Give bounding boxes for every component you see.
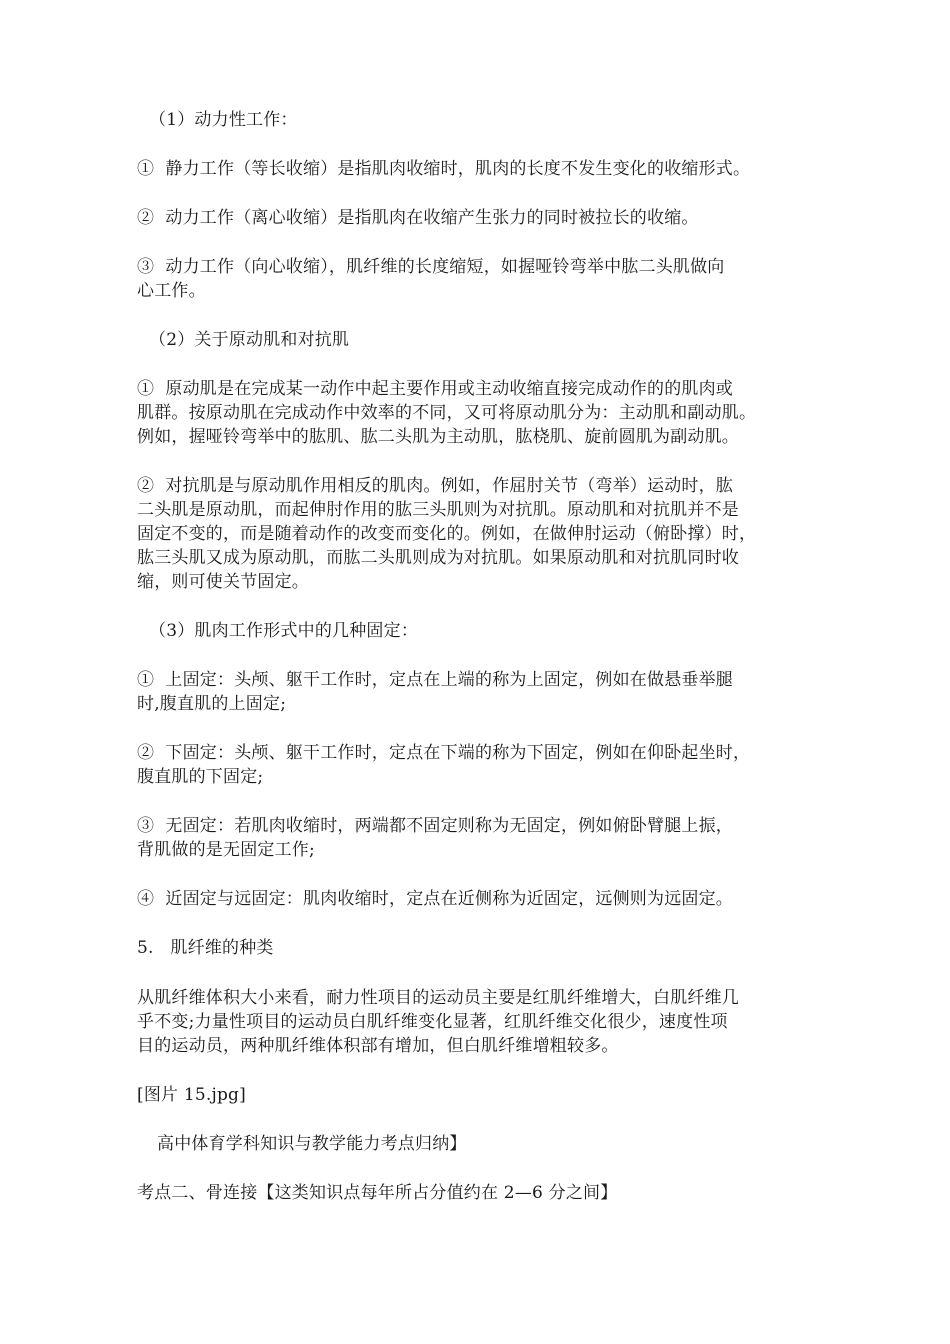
paragraph-muscle-fiber-volume: 从肌纤维体积大小来看，耐力性项目的运动员主要是红肌纤维增大，白肌纤维几 乎不变;力量性项目的运动员白肌纤维变化显著，红肌纤维交化很少，速度性项 目的运动员，两种肌纤维体积部有增加，但白肌纤维增粗较多。 xyxy=(137,988,739,1056)
list-item-antagonist: ② 对抗肌是与原动肌作用相反的肌肉。例如，作屈肘关节（弯举）运动时，肱 二头肌是原动肌，而起伸肘作用的肱三头肌则为对抗肌。原动肌和对抗肌并不是 固定不变的，而是随着动作的改变而变化的。例如，在做伸肘运动（俯卧撑）时， 肱三头肌又成为原动肌，而肱二头肌则成为对抗肌。如果原动肌和对抗肌同时收 缩，则可使关节固定。 xyxy=(137,476,757,592)
section-heading-bone-joints: 考点二、骨连接【这类知识点每年所占分值约在 2—6 分之间】 xyxy=(137,1183,618,1203)
section-heading-agonist-antagonist: （2）关于原动肌和对抗肌 xyxy=(149,330,350,350)
section-heading-dynamic-work: （1）动力性工作： xyxy=(149,110,298,130)
list-item-no-fixation: ③ 无固定：若肌肉收缩时，两端都不固定则称为无固定，例如俯卧臂腿上振， 背肌做的是无固定工作; xyxy=(137,816,734,860)
list-item-static-work: ① 静力工作（等长收缩）是指肌肉收缩时，肌肉的长度不发生变化的收缩形式。 xyxy=(137,159,751,179)
list-item-near-far-fixation: ④ 近固定与远固定：肌肉收缩时，定点在近侧称为近固定，远侧则为远固定。 xyxy=(137,889,734,909)
image-placeholder: [图片 15.jpg] xyxy=(137,1085,246,1105)
list-item-lower-fixation: ② 下固定：头颅、躯干工作时，定点在下端的称为下固定，例如在仰卧起坐时， 腹直肌的下固定; xyxy=(137,743,751,787)
document-page xyxy=(137,108,817,1230)
list-item-agonist: ① 原动肌是在完成某一动作中起主要作用或主动收缩直接完成动作的的肌肉或 肌群。按原动肌在完成动作中效率的不同，又可将原动肌分为：主动肌和副动肌。 例如，握哑铃弯举中的肱肌、肱二头肌为主动肌，肱桡肌、旋前圆肌为副动肌。 xyxy=(137,379,757,447)
list-item-upper-fixation: ① 上固定：头颅、躯干工作时，定点在上端的称为上固定，例如在做悬垂举腿 时,腹直肌的上固定; xyxy=(137,670,734,714)
subtitle-exam-summary: 高中体育学科知识与教学能力考点归纳】 xyxy=(157,1134,467,1154)
list-item-eccentric-contraction: ② 动力工作（离心收缩）是指肌肉在收缩产生张力的同时被拉长的收缩。 xyxy=(137,208,699,228)
section-heading-muscle-fiber-types: 5. 肌纤维的种类 xyxy=(137,938,274,958)
list-item-concentric-contraction: ③ 动力工作（向心收缩），肌纤维的长度缩短，如握哑铃弯举中肱二头肌做向 心工作。 xyxy=(137,257,725,301)
section-heading-fixation-types: （3）肌肉工作形式中的几种固定： xyxy=(149,621,419,641)
